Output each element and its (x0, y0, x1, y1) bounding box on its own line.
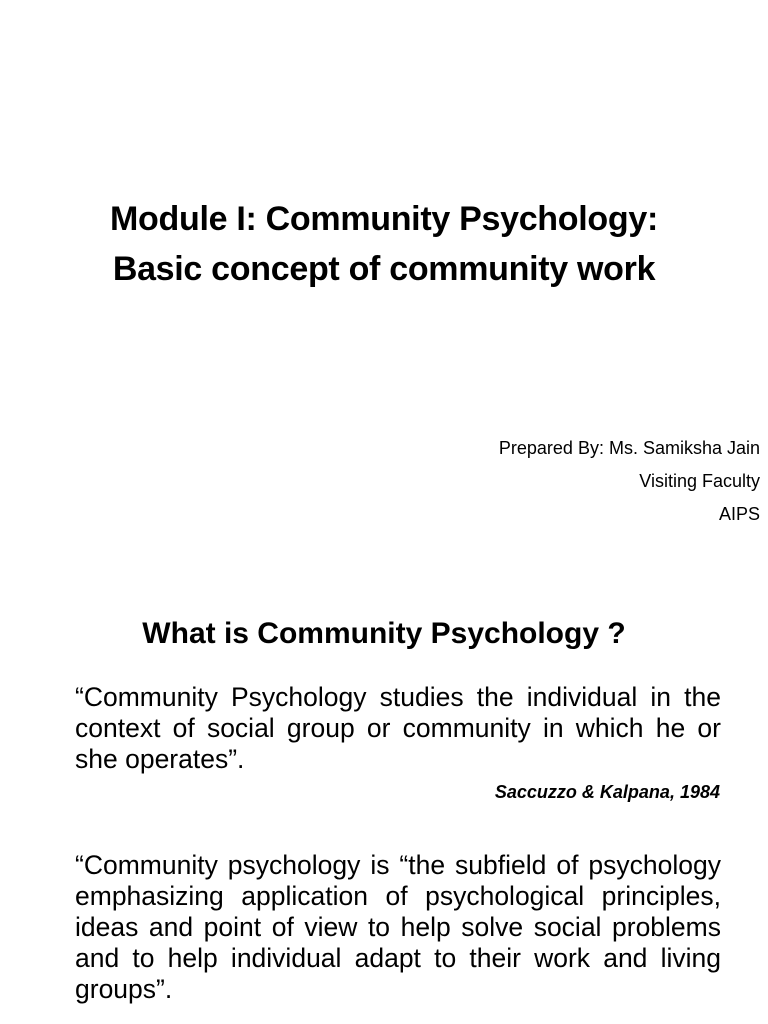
definition-paragraph-1: “Community Psychology studies the individual in the context of social group or community in which he or she operates”. (75, 682, 721, 774)
slide-title-line-2: Basic concept of community work (112, 250, 656, 288)
slide-title-line-1: Module I: Community Psychology: (110, 200, 658, 238)
definition-paragraph-2: “Community psychology is “the subfield of psychology emphasizing application of psychological principles, ideas and point of view to help solve social problems and to help individual adapt to their work and living groups”. (75, 850, 721, 1004)
slide-title (0, 194, 768, 294)
citation: Saccuzzo & Kalpana, 1984 (494, 782, 720, 802)
definition-slide (0, 580, 768, 1024)
author-role: Visiting Faculty (639, 471, 760, 491)
author-institution: AIPS (718, 504, 760, 524)
author-name: Prepared By: Ms. Samiksha Jain (498, 438, 760, 458)
author-info (499, 432, 760, 531)
slide-heading: What is Community Psychology ? (142, 617, 626, 650)
